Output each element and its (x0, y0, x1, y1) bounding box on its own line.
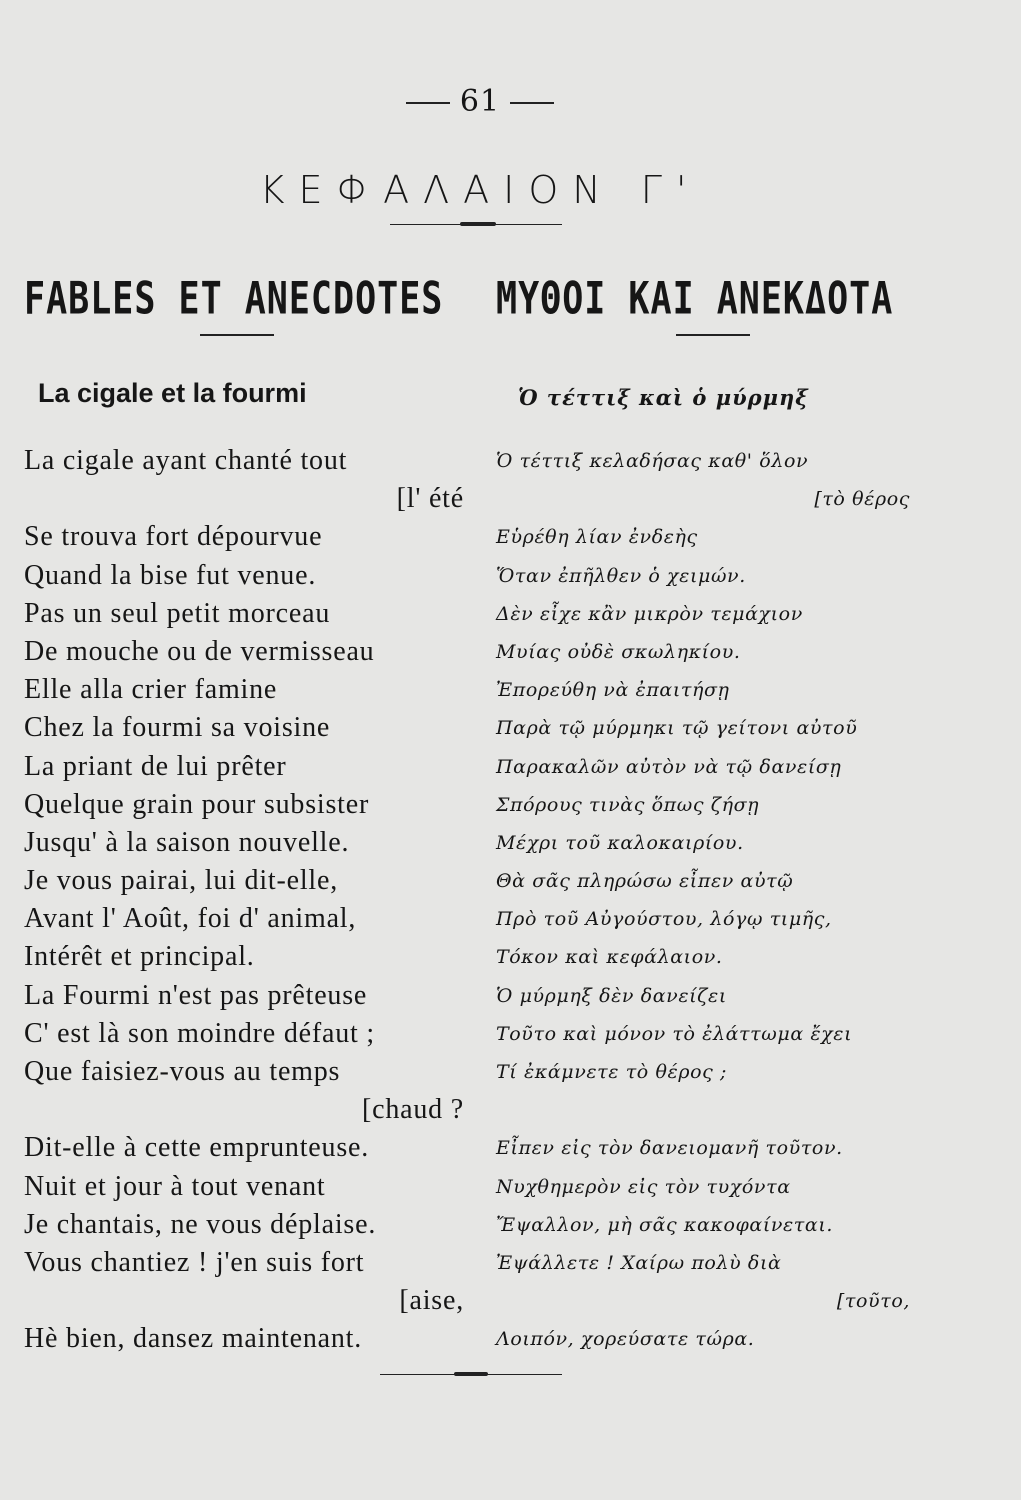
poem-line: Λοιπόν, χορεύσατε τώρα. (496, 1328, 755, 1351)
poem-line: Quelque grain pour subsister (24, 788, 370, 820)
page-number-value: 61 (459, 84, 501, 119)
poem-line: Μυίας οὐδὲ σκωληκίου. (496, 640, 741, 663)
poem-line: Πρὸ τοῦ Αὐγούστου, λόγῳ τιμῆς, (496, 908, 832, 931)
poem-line: Μέχρι τοῦ καλοκαιρίου. (496, 831, 744, 854)
chapter-ornament-rule (390, 224, 562, 225)
page-number-dash-right (510, 102, 554, 104)
poem-line: Παρὰ τῷ μύρμηκι τῷ γείτονι αὐτοῦ (496, 717, 858, 740)
poem-line: Vous chantiez ! j'en suis fort (24, 1246, 365, 1278)
greek-column-heading: ΜΥΘΟΙ ΚΑΙ ΑΝΕΚΔΟΤΑ (496, 274, 894, 326)
chapter-title: ΚΕΦΑΛΑΙΟΝ Γ' (259, 168, 701, 212)
poem-line: De mouche ou de vermisseau (24, 635, 375, 667)
poem-line: C' est là son moindre défaut ; (24, 1017, 375, 1049)
french-poem (24, 442, 464, 1359)
poem-line: Que faisiez-vous au temps (24, 1056, 341, 1087)
poem-line: Nuit et jour à tout venant (24, 1170, 326, 1202)
poem-line: Ὁ μύρμηξ δὲν δανείζει (496, 984, 727, 1007)
fable-title-greek: Ὁ τέττιξ καὶ ὁ μύρμηξ (518, 385, 809, 410)
poem-line: Θὰ σᾶς πληρώσω εἶπεν αὐτῷ (496, 870, 794, 893)
page-number-dash-left (406, 102, 450, 104)
poem-line: La priant de lui prêter (24, 750, 287, 782)
poem-line: Ὁ τέττιξ κελαδήσας καθ' ὅλον (496, 450, 809, 472)
poem-line-blank (496, 1091, 916, 1129)
poem-line: Ἔψαλλον, μὴ σᾶς κακοφαίνεται. (496, 1213, 834, 1236)
end-ornament-rule (380, 1374, 562, 1375)
poem-line: Τοῦτο καὶ μόνον τὸ ἐλάττωμα ἔχει (496, 1022, 853, 1045)
fable-title-french: La cigale et la fourmi (38, 378, 307, 408)
poem-line: Σπόρους τινὰς ὅπως ζήσῃ (496, 793, 760, 816)
poem-line: Intérêt et principal. (24, 941, 255, 973)
poem-line: Εἶπεν εἰς τὸν δανειομανῆ τοῦτον. (496, 1137, 843, 1160)
poem-line: Quand la bise fut venue. (24, 559, 317, 591)
poem-line: Dit-elle à cette emprunteuse. (24, 1132, 370, 1164)
poem-line: La Fourmi n'est pas prêteuse (24, 979, 368, 1011)
poem-line-continuation: [chaud ? (361, 1094, 464, 1126)
greek-poem (496, 442, 916, 1359)
poem-line: La cigale ayant chanté tout (24, 445, 348, 476)
page-number (0, 84, 960, 119)
poem-line: Τί ἐκάμνετε τὸ θέρος ; (496, 1061, 728, 1083)
french-heading-rule (200, 334, 274, 336)
poem-line: Chez la fourmi sa voisine (24, 712, 331, 744)
poem-line: Avant l' Août, foi d' animal, (24, 903, 357, 935)
poem-line: Se trouva fort dépourvue (24, 521, 323, 553)
french-column-heading: FABLES ET ANECDOTES (24, 274, 444, 326)
poem-line: Ὅταν ἐπῆλθεν ὁ χειμών. (496, 564, 746, 587)
poem-line-continuation: [aise, (399, 1285, 464, 1317)
poem-line: Παρακαλῶν αὐτὸν νὰ τῷ δανείσῃ (496, 755, 842, 778)
poem-line-continuation: [l' été (396, 483, 464, 515)
poem-line: Ἐψάλλετε ! Χαίρω πολὺ διὰ (496, 1251, 782, 1274)
poem-line: Ἐπορεύθη νὰ ἐπαιτήσῃ (496, 679, 730, 702)
poem-line-continuation: [τοῦτο, (836, 1290, 910, 1313)
poem-line-continuation: [τὸ θέρος (814, 488, 910, 511)
poem-line: Νυχθημερὸν εἰς τὸν τυχόντα (496, 1175, 791, 1198)
poem-line: Jusqu' à la saison nouvelle. (24, 826, 350, 858)
poem-line: Hè bien, dansez maintenant. (24, 1323, 363, 1355)
poem-line: Pas un seul petit morceau (24, 597, 331, 629)
poem-line: Je chantais, ne vous déplaise. (24, 1208, 377, 1240)
poem-line: Δὲν εἶχε κἂν μικρὸν τεμάχιον (496, 602, 803, 625)
poem-line: Εὑρέθη λίαν ἐνδεὴς (496, 526, 698, 549)
poem-line: Je vous pairai, lui dit-elle, (24, 865, 339, 897)
poem-line: Τόκον καὶ κεφάλαιον. (496, 946, 723, 969)
greek-heading-rule (676, 334, 750, 336)
poem-line: Elle alla crier famine (24, 674, 278, 706)
